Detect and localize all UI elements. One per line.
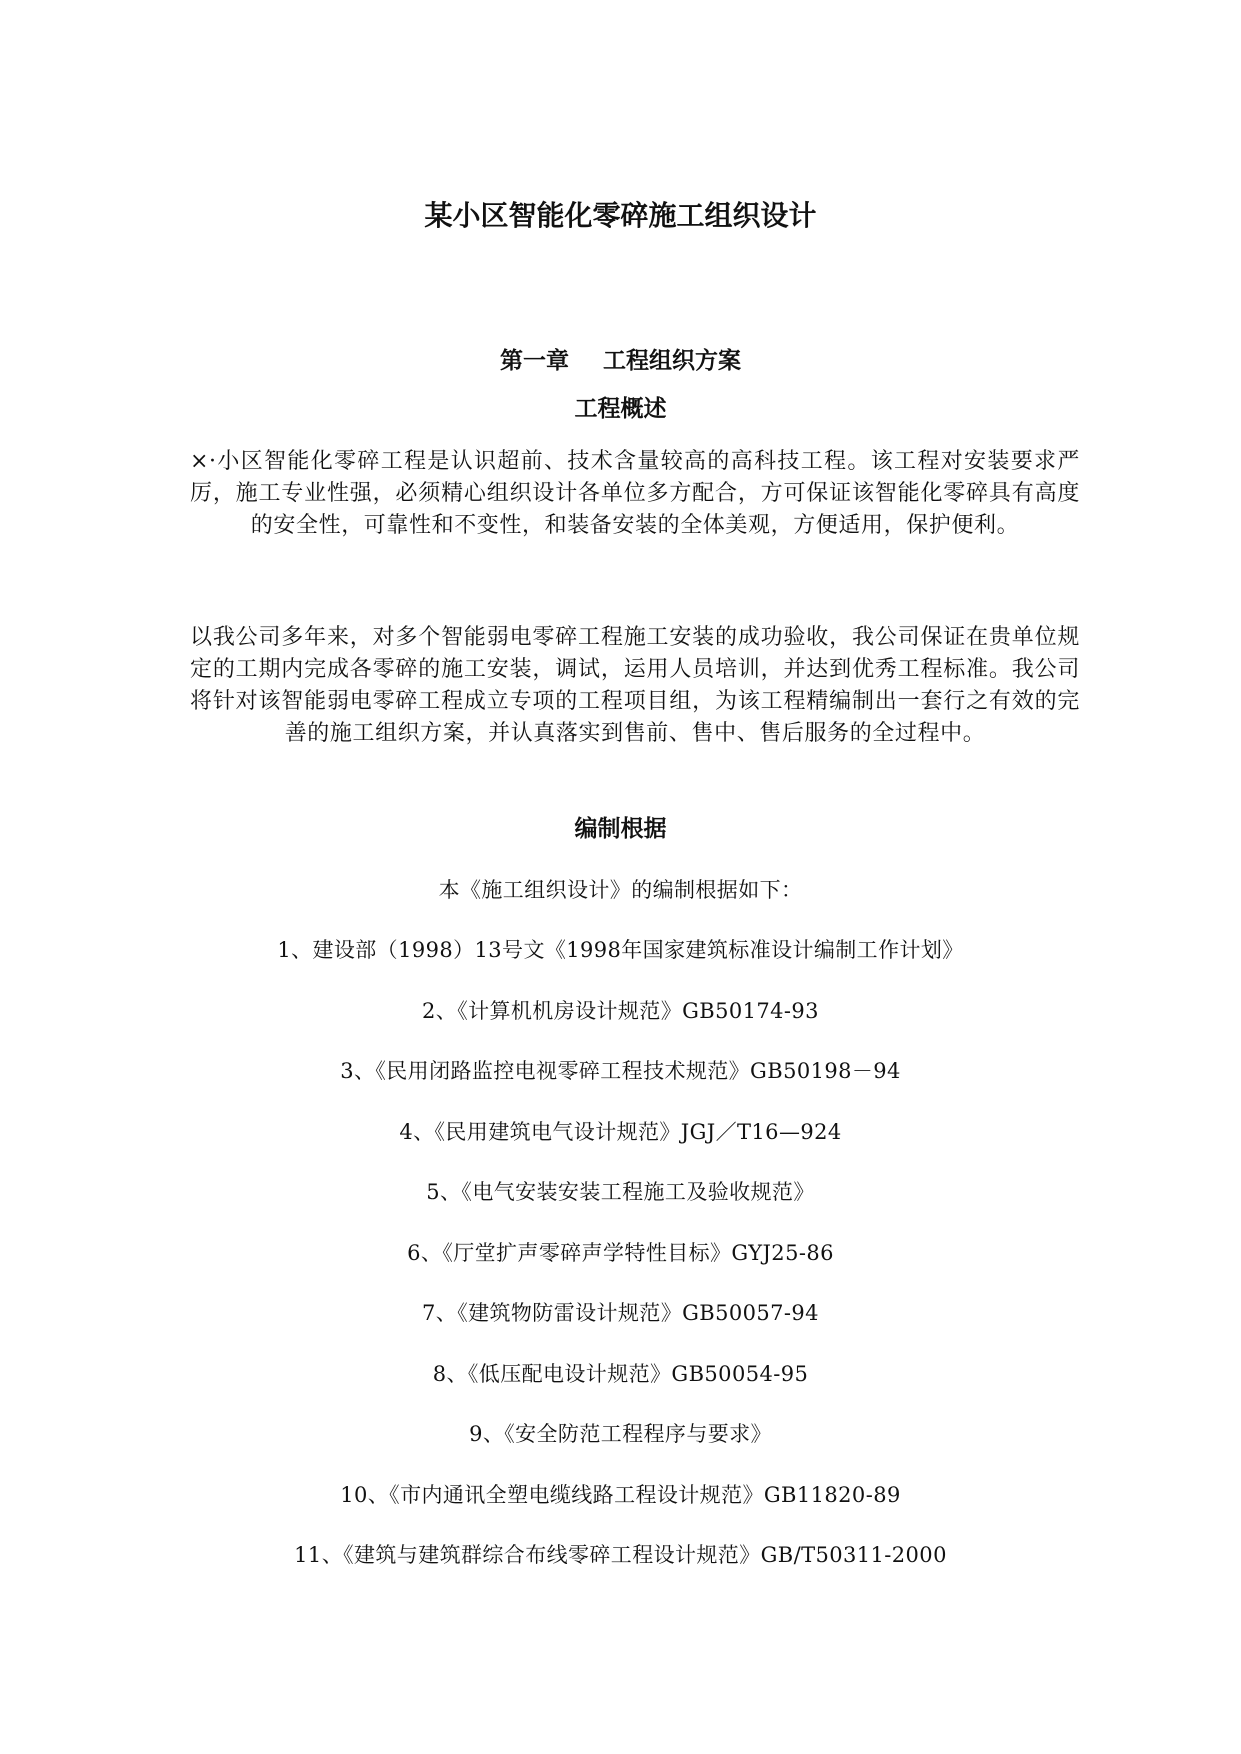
list-item: 9、《安全防范工程程序与要求》 [469, 1422, 772, 1446]
list-item: 4、《民用建筑电气设计规范》JGJ／T16—924 [399, 1120, 842, 1144]
chapter-name: 工程组织方案 [603, 348, 741, 374]
list-item: 10、《市内通讯全塑电缆线路工程设计规范》GB11820-89 [340, 1483, 901, 1507]
document-title: 某小区智能化零碎施工组织设计 [424, 199, 817, 232]
section-heading-overview: 工程概述 [574, 396, 667, 422]
list-item: 7、《建筑物防雷设计规范》GB50057-94 [422, 1301, 819, 1325]
section-heading-basis: 编制根据 [574, 816, 667, 842]
basis-intro: 本《施工组织设计》的编制根据如下： [438, 878, 803, 902]
list-item: 8、《低压配电设计规范》GB50054-95 [432, 1362, 809, 1386]
list-item: 5、《电气安装安装工程施工及验收规范》 [426, 1180, 815, 1204]
list-item: 3、《民用闭路监控电视零碎工程技术规范》GB50198－94 [340, 1059, 901, 1083]
list-item: 6、《厅堂扩声零碎声学特性目标》GYJ25-86 [407, 1241, 834, 1265]
list-item: 2、《计算机机房设计规范》GB50174-93 [422, 999, 819, 1023]
overview-paragraph-2: 以我公司多年来，对多个智能弱电零碎工程施工安装的成功验收，我公司保证在贵单位规定的工期内完成各零碎的施工安装，调试，运用人员培训，并达到优秀工程标准。我公司将针对该智能弱电零碎工程成立专项的工程项目组，为该工程精编制出一套行之有效的完善的施工组织方案，并认真落实到售前、售中、售后服务的全过程中。 [190, 625, 1080, 746]
chapter-number: 第一章 [500, 348, 569, 374]
overview-paragraph-1: ×·小区智能化零碎工程是认识超前、技术含量较高的高科技工程。该工程对安装要求严厉，施工专业性强，必须精心组织设计各单位多方配合，方可保证该智能化零碎具有高度的安全性，可靠性和不变性，和装备安装的全体美观，方便适用，保护便利。 [190, 449, 1080, 538]
list-item: 1、建设部（1998）13号文《1998年国家建筑标准设计编制工作计划》 [277, 938, 964, 962]
chapter-heading [0, 342, 1241, 375]
list-item: 11、《建筑与建筑群综合布线零碎工程设计规范》GB/T50311-2000 [294, 1543, 947, 1567]
